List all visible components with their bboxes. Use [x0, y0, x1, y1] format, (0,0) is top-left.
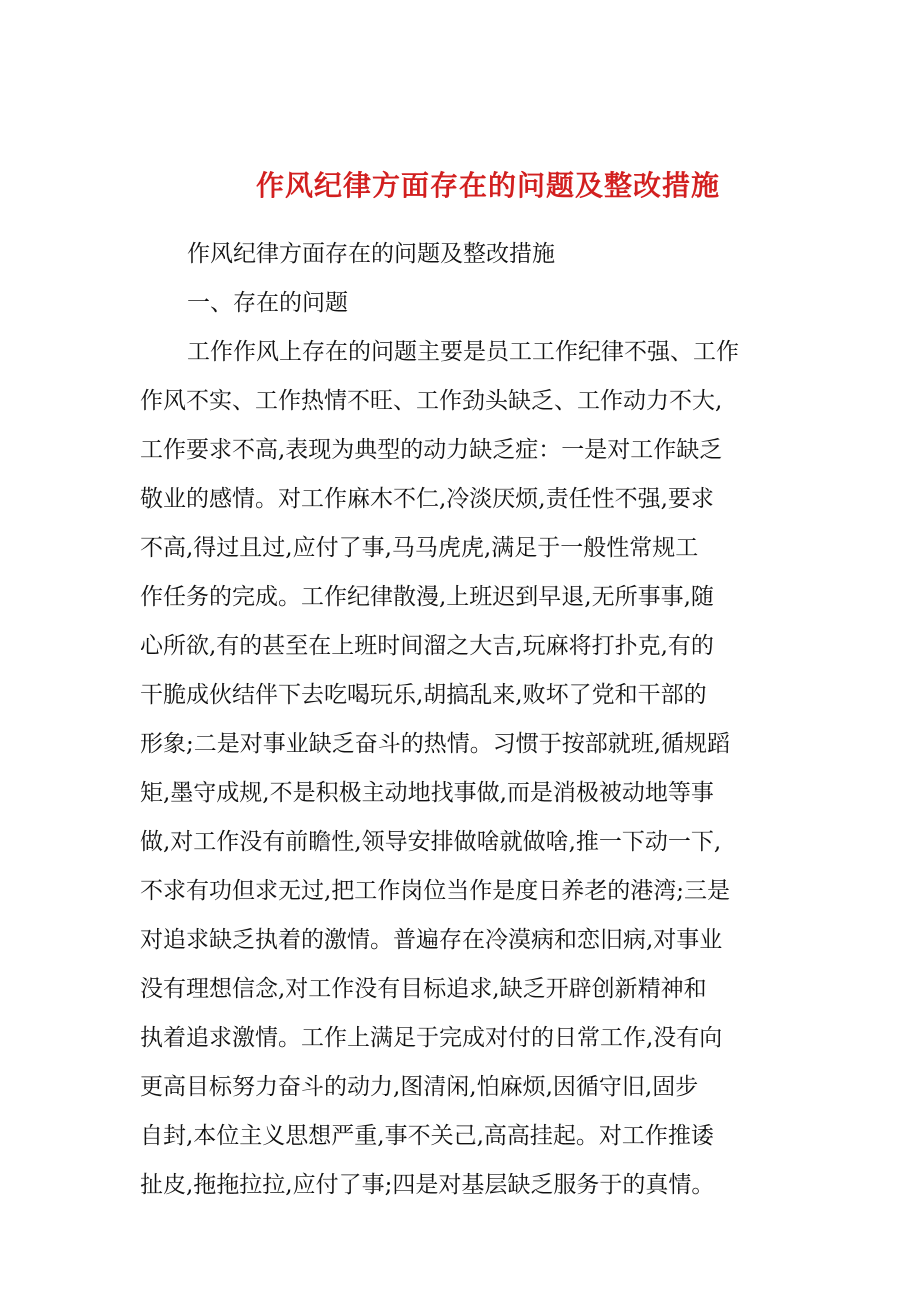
- text-line: 形象;二是对事业缺乏奋斗的热情。习惯于按部就班,循规蹈: [140, 731, 731, 757]
- text-line: 扯皮,拖拖拉拉,应付了事;四是对基层缺乏服务于的真情。: [140, 1172, 715, 1198]
- text-line: 执着追求激情。工作上满足于完成对付的日常工作,没有向: [140, 1025, 723, 1051]
- text-line: 更高目标努力奋斗的动力,图清闲,怕麻烦,因循守旧,固步: [140, 1074, 699, 1100]
- text-line: 作风不实、工作热情不旺、工作劲头缺乏、工作动力不大,: [140, 388, 723, 414]
- section-heading: 一、存在的问题: [187, 290, 348, 316]
- text-line: 对追求缺乏执着的激情。普遍存在冷漠病和恋旧病,对事业: [140, 927, 723, 953]
- text-line: 心所欲,有的甚至在上班时间溜之大吉,玩麻将打扑克,有的: [140, 633, 714, 659]
- document-body: [140, 230, 790, 1210]
- text-line: 敬业的感情。对工作麻木不仁,冷淡厌烦,责任性不强,要求: [140, 486, 714, 512]
- text-line: 做,对工作没有前瞻性,领导安排做啥就做啥,推一下动一下,: [140, 829, 722, 855]
- text-line: 自封,本位主义思想严重,事不关己,高高挂起。对工作推诿: [140, 1123, 714, 1149]
- text-line: 没有理想信念,对工作没有目标追求,缺乏开辟创新精神和: [140, 976, 707, 1002]
- text-line: 工作作风上存在的问题主要是员工工作纪律不强、工作: [187, 339, 739, 365]
- text-line: 矩,墨守成规,不是积极主动地找事做,而是消极被动地等事: [140, 780, 714, 806]
- text-line: 不高,得过且过,应付了事,马马虎虎,满足于一般性常规工: [140, 535, 699, 561]
- text-line: 不求有功但求无过,把工作岗位当作是度日养老的港湾;三是: [140, 878, 731, 904]
- text-line: 作任务的完成。工作纪律散漫,上班迟到早退,无所事事,随: [140, 584, 714, 610]
- document-title: 作风纪律方面存在的问题及整改措施: [255, 169, 720, 202]
- text-line: 工作要求不高,表现为典型的动力缺乏症：一是对工作缺乏: [140, 437, 723, 463]
- paragraph-heading-repeat: 作风纪律方面存在的问题及整改措施: [187, 241, 555, 267]
- text-line: 干脆成伙结伴下去吃喝玩乐,胡搞乱来,败坏了党和干部的: [140, 682, 707, 708]
